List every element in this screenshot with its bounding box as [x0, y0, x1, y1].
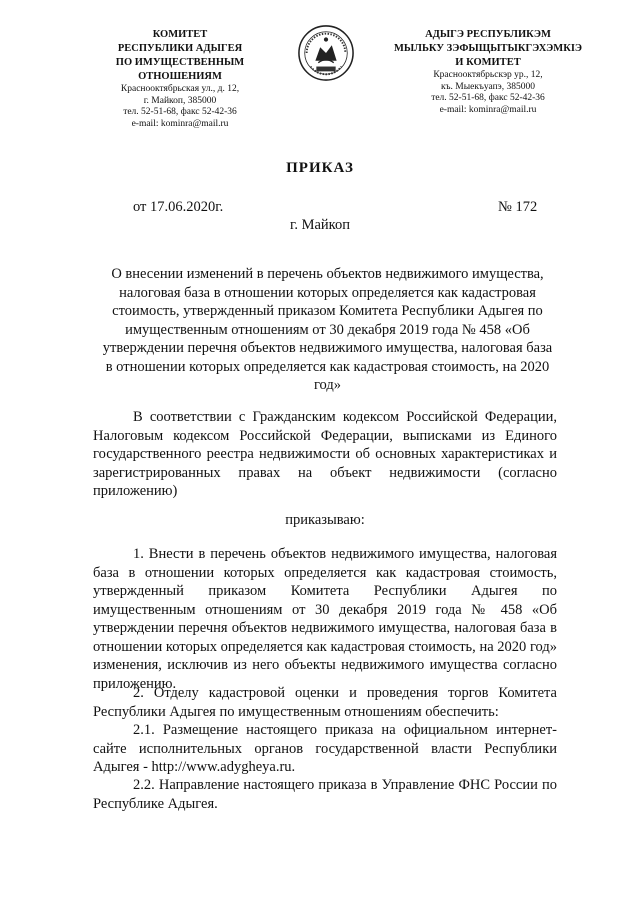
document-date: от 17.06.2020г.	[133, 199, 224, 215]
item-2-2-paragraph: 2.2. Направление настоящего приказа в Управление ФНС России по Республике Адыгея.	[93, 777, 557, 812]
header-right-line2: МЫЛЬКУ ЗЭФЫЩЫТЫКГЭХЭМКIЭ	[393, 43, 583, 54]
header-right-line3: И КОМИТЕТ	[455, 57, 521, 68]
header-left-line3: ПО ИМУЩЕСТВЕННЫМ ОТНОШЕНИЯМ	[115, 57, 245, 82]
document-number: № 172	[498, 199, 538, 215]
order-word: приказываю:	[285, 512, 365, 528]
header-right-address2: къ. Мыекъуапэ, 385000	[441, 81, 535, 92]
header-left-address1: Краснооктябрьская ул., д. 12,	[120, 84, 240, 94]
item-1-paragraph: 1. Внести в перечень объектов недвижимого имущества, налоговая база в отношении которых определяется как кадастровая стоимость, утвержденный приказом Комитета Республики Адыгея по имущественным отношениям от 30 декабря 2019 года № 458 «Об утверждении перечня объектов недвижимого имущества, налоговая база в отношении которых определяется как кадастровая стоимость, на 2020 год» изменения, исключив из него объекты недвижимого имущества согласно приложению.	[93, 546, 557, 692]
header-left-phone: тел. 52-51-68, факс 52-42-36	[123, 107, 237, 117]
item-2-1-paragraph: 2.1. Размещение настоящего приказа на официальном интернет-сайте исполнительных органов государственной власти Республики Адыгея - http://www.adygheya.ru.	[93, 722, 557, 775]
document-city: г. Майкоп	[290, 217, 350, 233]
header-left-email: e-mail: kominra@mail.ru	[131, 118, 229, 129]
header-right-address1: Краснооктябрьскэр ур., 12,	[433, 70, 543, 80]
header-right-line1: АДЫГЭ РЕСПУБЛИКЭМ	[425, 29, 551, 40]
item-2-paragraph: 2. Отделу кадастровой оценки и проведения торгов Комитета Республики Адыгея по имущественным отношениям обеспечить:	[93, 685, 557, 720]
header-right-phone: тел. 52-51-68, факс 52-42-36	[431, 93, 545, 103]
header-left-line2: РЕСПУБЛИКИ АДЫГЕЯ	[117, 43, 243, 54]
header-left-address2: г. Майкоп, 385000	[143, 95, 217, 106]
header-right	[383, 28, 593, 116]
coat-of-arms-icon	[297, 24, 355, 82]
document-title: ПРИКАЗ	[286, 160, 354, 176]
preamble-paragraph: В соответствии с Гражданским кодексом Российской Федерации, Налоговым кодексом Российской Федерации, выписками из Единого государственного реестра недвижимости об основных характеристиках и зарегистрированных правах на объект недвижимости (согласно приложению)	[93, 409, 557, 499]
header-left-line1: КОМИТЕТ	[152, 29, 208, 40]
header-left	[75, 28, 285, 130]
document-subject: О внесении изменений в перечень объектов недвижимого имущества, налоговая база в отношении которых определяется как кадастровая стоимость, утвержденный приказом Комитета Республики Адыгея по имущественным отношениям от 30 декабря 2019 года № 458 «Об утверждении перечня объектов недвижимого имущества, налоговая база в отношении которых определяется как кадастровая стоимость, на 2020 год»	[102, 266, 553, 393]
header-right-email: e-mail: kominra@mail.ru	[439, 104, 537, 115]
